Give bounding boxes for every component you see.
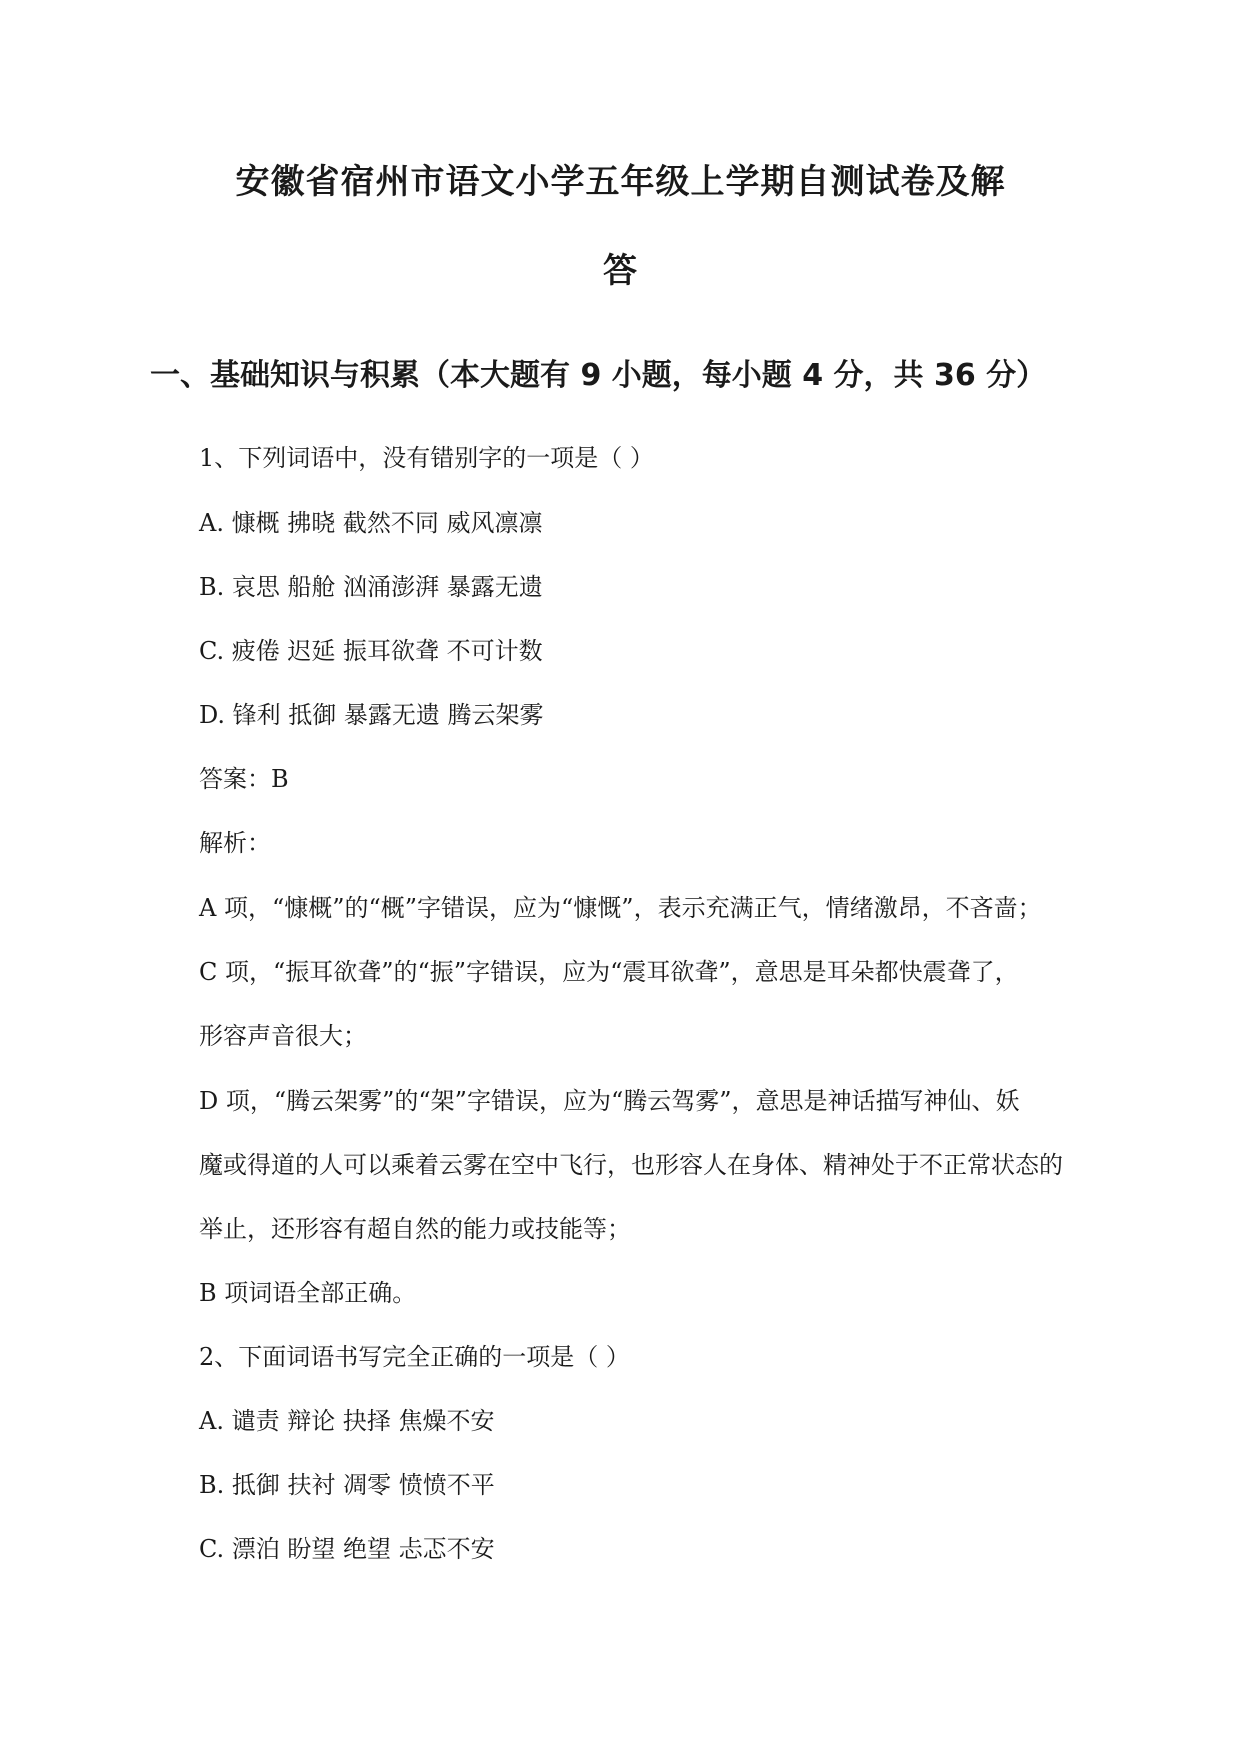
- question-2-stem: 2、下面词语书写完全正确的一项是（ ）: [199, 1343, 630, 1371]
- question-1-option-a: A. 慷概 拂晓 截然不同 威风凛凛: [199, 509, 543, 537]
- question-1-analysis-line: C 项，“振耳欲聋”的“振”字错误，应为“震耳欲聋”，意思是耳朵都快震聋了，: [199, 958, 1019, 986]
- section-heading: 一、基础知识与积累（本大题有 9 小题，每小题 4 分，共 36 分）: [150, 358, 1047, 393]
- question-1-analysis-line: 举止，还形容有超自然的能力或技能等；: [199, 1215, 631, 1243]
- document-title-line-2: 答: [603, 251, 638, 291]
- question-1-analysis-line: B 项词语全部正确。: [199, 1279, 417, 1307]
- question-1-answer: 答案：B: [199, 765, 289, 793]
- question-1-option-d: D. 锋利 抵御 暴露无遗 腾云架雾: [199, 701, 544, 729]
- question-1-analysis-line: A 项，“慷概”的“概”字错误，应为“慷慨”，表示充满正气，情绪激昂，不吝啬；: [199, 894, 1042, 922]
- question-2-option-c: C. 漂泊 盼望 绝望 忐忑不安: [199, 1535, 495, 1563]
- question-1-option-b: B. 哀思 船舱 汹涌澎湃 暴露无遗: [199, 573, 543, 601]
- document-title-line-1: 安徽省宿州市语文小学五年级上学期自测试卷及解: [235, 162, 1006, 202]
- question-1-analysis-line: D 项，“腾云架雾”的“架”字错误，应为“腾云驾雾”，意思是神话描写神仙、妖: [199, 1087, 1020, 1115]
- question-1-analysis-label: 解析：: [199, 829, 271, 857]
- question-1-analysis-line: 形容声音很大；: [199, 1022, 367, 1050]
- question-2-option-a: A. 谴责 辩论 抉择 焦燥不安: [199, 1407, 495, 1435]
- question-2-option-b: B. 抵御 扶衬 凋零 愤愤不平: [199, 1471, 495, 1499]
- question-1-analysis-line: 魔或得道的人可以乘着云雾在空中飞行，也形容人在身体、精神处于不正常状态的: [199, 1151, 1063, 1179]
- question-1-stem: 1、下列词语中，没有错别字的一项是（ ）: [199, 444, 654, 472]
- question-1-option-c: C. 疲倦 迟延 振耳欲聋 不可计数: [199, 637, 543, 665]
